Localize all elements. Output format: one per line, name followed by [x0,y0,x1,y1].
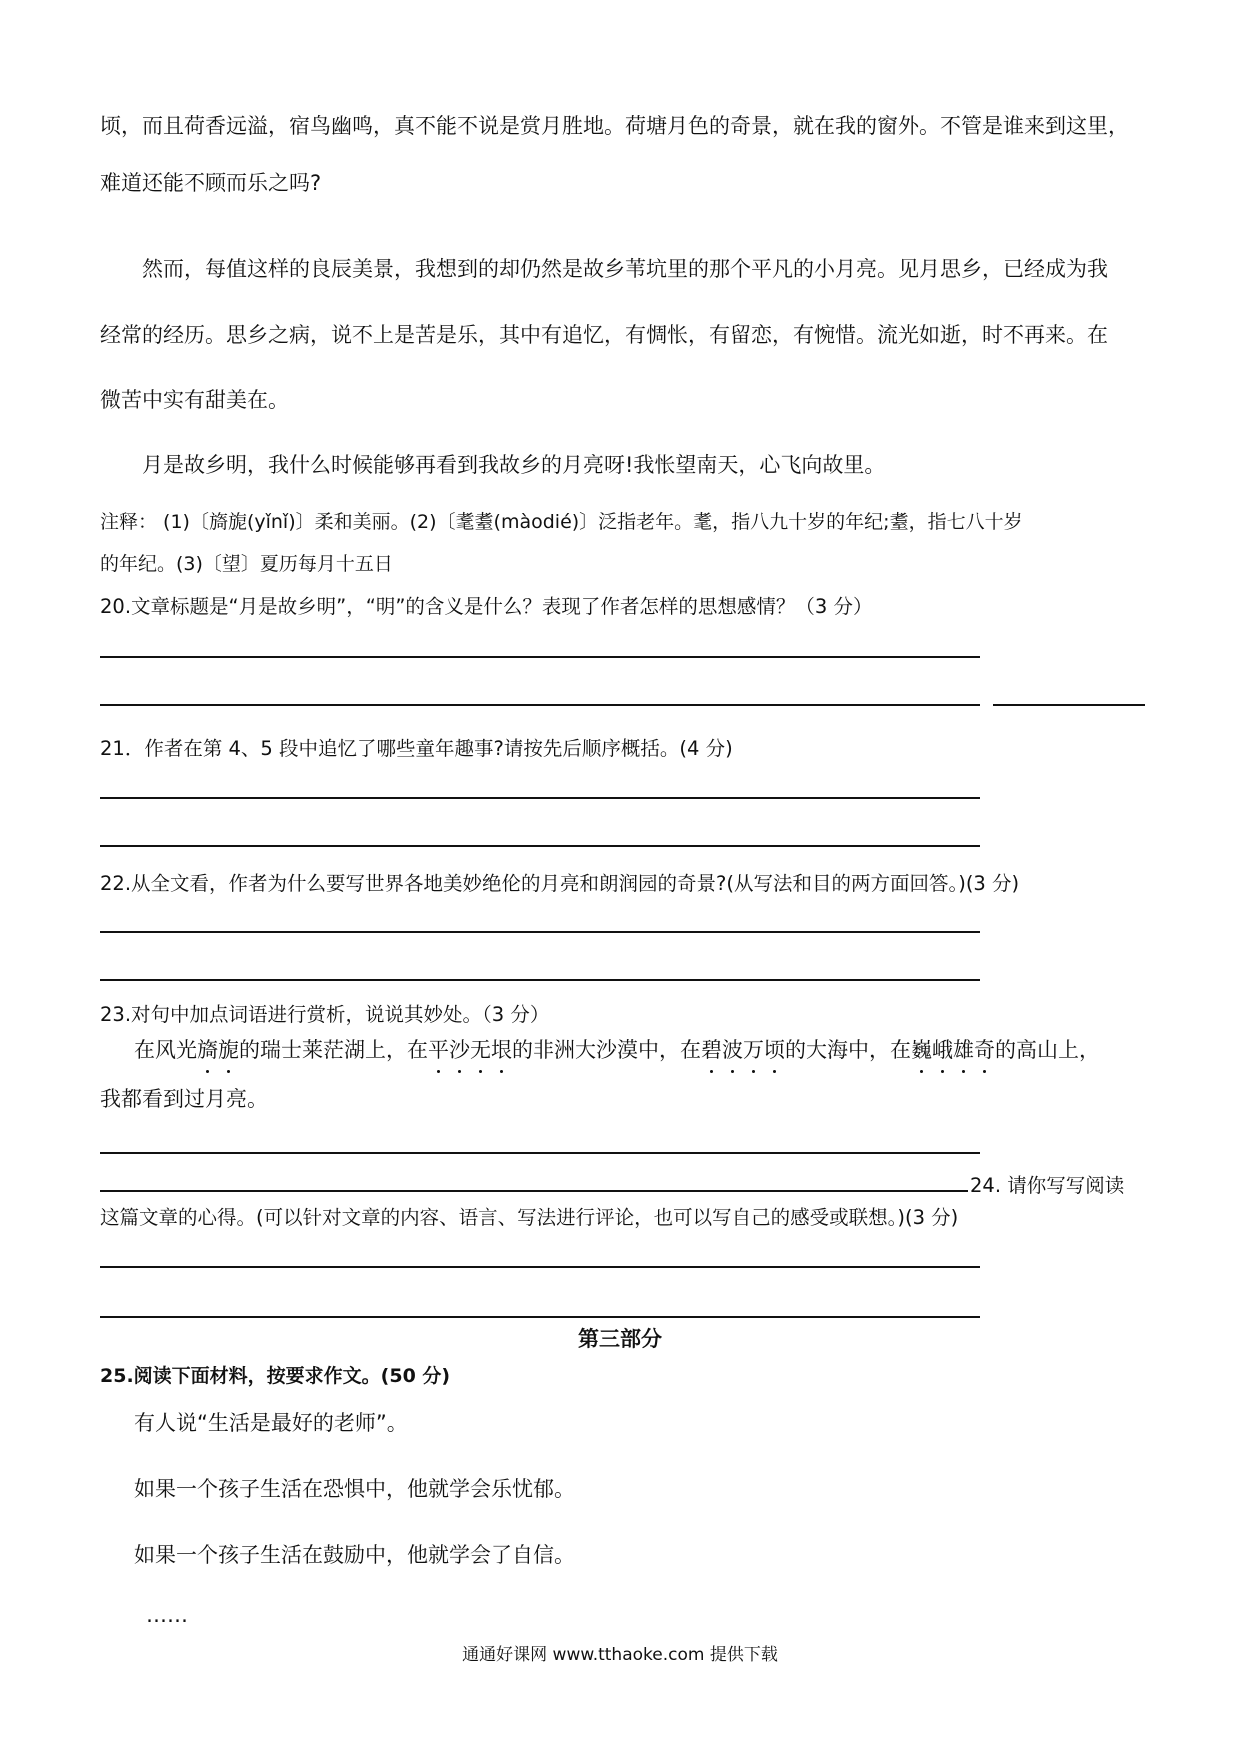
answer-line[interactable] [100,1316,980,1318]
answer-line[interactable] [100,1152,980,1154]
answer-line[interactable] [100,845,980,847]
answer-line[interactable] [100,704,980,706]
sentence-part: 的瑞士莱茫湖上，在 [239,1038,428,1062]
emphasis-char: 顷 [764,1034,785,1064]
passage-line: 顷，而且荷香远溢，宿鸟幽鸣，真不能不说是赏月胜地。荷塘月色的奇景，就在我的窗外。不管是谁来到这里， [100,114,1129,138]
emphasis-char: 无 [470,1034,491,1064]
emphasis-char: 碧 [701,1034,722,1064]
material-ellipsis: …… [146,1603,188,1627]
emphasis-char: 峨 [932,1034,953,1064]
material-line: 有人说“生活是最好的老师”。 [134,1411,408,1435]
answer-line[interactable] [993,704,1145,706]
emphasis-char: 波 [722,1034,743,1064]
passage-line: 难道还能不顾而乐之吗? [100,171,322,195]
passage-line: 经常的经历。思乡之病，说不上是苦是乐，其中有追忆，有惆怅，有留恋，有惋惜。流光如逝，时不再来。在 [100,323,1108,347]
passage-line: 月是故乡明，我什么时候能够再看到我故乡的月亮呀!我怅望南天，心飞向故里。 [142,453,886,477]
section-heading: 第三部分 [578,1327,662,1351]
answer-line[interactable] [100,656,980,658]
material-line: 如果一个孩子生活在鼓励中，他就学会了自信。 [134,1543,575,1567]
annotation-line: 注释： (1)〔旖旎(yǐnǐ)〕柔和美丽。(2)〔耄耋(màodié)〕泛指老年。耄，指八九十岁的年纪;耋，指七八十岁 [100,511,1023,533]
emphasis-char: 沙 [449,1034,470,1064]
answer-line[interactable] [100,1190,968,1192]
dotted-word [911,1038,995,1062]
material-line: 如果一个孩子生活在恐惧中，他就学会乐忧郁。 [134,1477,575,1501]
emphasis-char: 垠 [491,1034,512,1064]
answer-line[interactable] [100,797,980,799]
sentence-part: 的高山上， [995,1038,1100,1062]
emphasis-char: 旖 [197,1034,218,1064]
question-24-cont: 这篇文章的心得。(可以针对文章的内容、语言、写法进行评论，也可以写自己的感受或联想。)(3 分) [100,1206,959,1229]
annotation-line: 的年纪。(3)〔望〕夏历每月十五日 [100,553,393,575]
dotted-word [701,1038,785,1062]
answer-line[interactable] [100,931,980,933]
emphasis-char: 巍 [911,1034,932,1064]
sentence-part: 在风光 [134,1038,197,1062]
answer-line[interactable] [100,979,980,981]
question-23: 23.对句中加点词语进行赏析，说说其妙处。（3 分） [100,1003,550,1026]
question-24: 24. 请你写写阅读 [970,1174,1125,1197]
sentence-part: 的非洲大沙漠中，在 [512,1038,701,1062]
passage-line: 微苦中实有甜美在。 [100,388,289,412]
emphasis-char: 万 [743,1034,764,1064]
passage-line: 然而，每值这样的良辰美景，我想到的却仍然是故乡苇坑里的那个平凡的小月亮。见月思乡，已经成为我 [142,257,1108,281]
question-23-sentence [134,1034,1100,1064]
dotted-word [428,1038,512,1062]
question-20: 20.文章标题是“月是故乡明”，“明”的含义是什么？表现了作者怎样的思想感情？（3 分） [100,595,873,618]
emphasis-char: 平 [428,1034,449,1064]
emphasis-char: 雄 [953,1034,974,1064]
answer-line[interactable] [100,1266,980,1268]
sentence-part: 的大海中，在 [785,1038,911,1062]
question-23-sentence-end: 我都看到过月亮。 [100,1087,268,1111]
footer: 通通好课网 www.tthaoke.com 提供下载 [462,1645,778,1665]
question-25: 25.阅读下面材料，按要求作文。(50 分) [100,1365,451,1387]
emphasis-char: 旎 [218,1034,239,1064]
emphasis-char: 奇 [974,1034,995,1064]
question-21: 21．作者在第 4、5 段中追忆了哪些童年趣事?请按先后顺序概括。(4 分) [100,737,733,760]
question-22: 22.从全文看，作者为什么要写世界各地美妙绝伦的月亮和朗润园的奇景?(从写法和目的两方面回答。)(3 分) [100,872,1020,895]
dotted-word [197,1038,239,1062]
